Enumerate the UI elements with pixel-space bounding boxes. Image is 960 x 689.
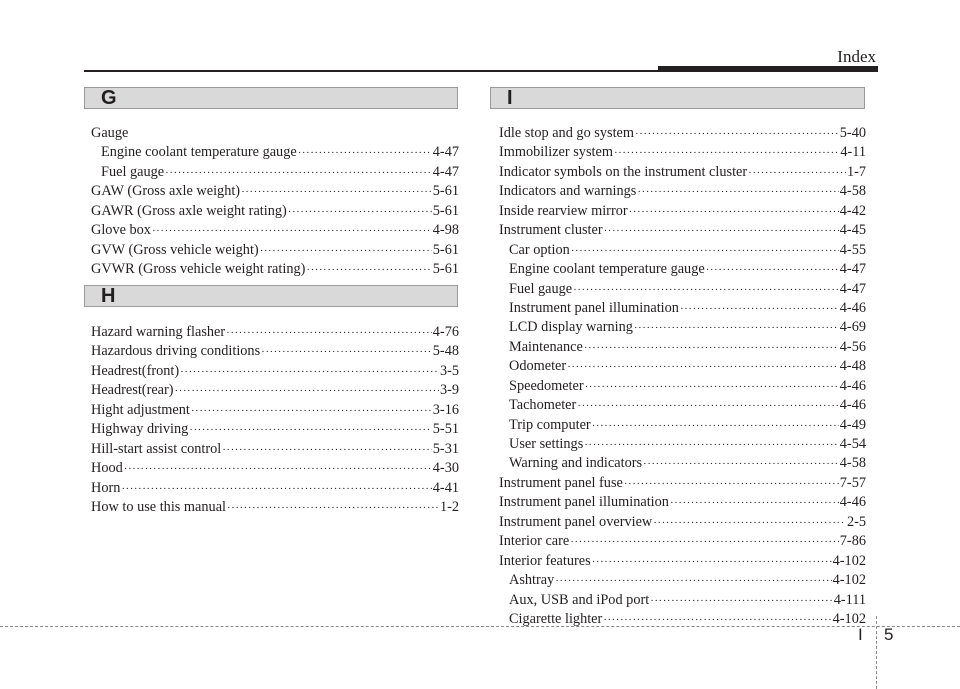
entry-page-ref: 4-30	[432, 460, 459, 477]
index-entry	[91, 479, 459, 498]
index-entry	[499, 143, 866, 162]
entry-label: Warning and indicators	[509, 455, 643, 472]
dot-leader	[635, 125, 839, 144]
dot-leader	[261, 343, 432, 362]
index-subentry	[499, 454, 866, 473]
entry-page-ref: 4-111	[833, 591, 866, 608]
dot-leader	[573, 281, 839, 300]
dot-leader	[298, 144, 432, 163]
header-rule-accent	[658, 66, 878, 72]
entry-label: Headrest(rear)	[91, 382, 174, 399]
dot-leader	[152, 222, 432, 241]
section-g-list	[91, 124, 459, 280]
index-entry	[91, 381, 459, 400]
dot-leader	[571, 242, 839, 261]
entry-page-ref: 4-76	[432, 324, 459, 340]
entry-label: Speedometer	[509, 377, 584, 394]
entry-label: GAWR (Gross axle weight rating)	[91, 202, 287, 219]
entry-label: Engine coolant temperature gauge	[101, 144, 297, 161]
entry-page-ref: 4-69	[839, 319, 866, 336]
dot-leader	[592, 553, 832, 572]
index-entry	[91, 401, 459, 420]
index-entry	[91, 241, 459, 260]
entry-page-ref: 4-98	[432, 222, 459, 239]
section-i-list	[499, 124, 866, 629]
dot-leader	[680, 300, 839, 319]
entry-label: Trip computer	[509, 416, 591, 433]
entry-page-ref: 3-9	[439, 382, 459, 399]
index-entry	[91, 342, 459, 361]
entry-page-ref: 4-47	[839, 280, 866, 297]
footer-divider	[876, 616, 877, 689]
footer-page-number: 5	[884, 625, 894, 644]
entry-label: Instrument panel fuse	[499, 474, 623, 491]
entry-page-ref: 4-46	[839, 397, 866, 414]
entry-label: User settings	[509, 436, 584, 452]
entry-page-ref: 4-58	[839, 183, 866, 200]
index-subentry	[499, 318, 866, 337]
dot-leader	[603, 611, 831, 630]
dot-leader	[222, 441, 432, 460]
entry-page-ref: 4-55	[839, 241, 866, 258]
index-subentry	[499, 299, 866, 318]
entry-page-ref: 4-56	[839, 338, 866, 355]
entry-page-ref: 4-47	[432, 144, 459, 161]
section-h-header	[84, 285, 458, 307]
dot-leader	[637, 183, 838, 202]
entry-page-ref: 5-51	[432, 421, 459, 438]
entry-page-ref: 7-86	[839, 533, 866, 550]
dot-leader	[584, 436, 839, 455]
index-entry	[91, 440, 459, 459]
index-subentry	[499, 396, 866, 415]
entry-page-ref: 3-16	[432, 401, 459, 418]
entry-label: GVWR (Gross vehicle weight rating)	[91, 261, 306, 278]
entry-label: Indicator symbols on the instrument cluster	[499, 163, 748, 180]
entry-page-ref: 5-61	[432, 241, 459, 258]
entry-label: Instrument panel illumination	[499, 494, 669, 511]
entry-label: Immobilizer system	[499, 144, 613, 161]
dot-leader	[629, 203, 839, 222]
index-entry	[91, 182, 459, 201]
dot-leader	[577, 397, 839, 416]
entry-label: How to use this manual	[91, 498, 227, 515]
dot-leader	[241, 183, 432, 202]
entry-page-ref: 5-48	[432, 343, 459, 360]
index-entry	[499, 493, 866, 512]
dot-leader	[643, 455, 839, 474]
entry-label: Ashtray	[509, 572, 555, 589]
index-entry	[499, 552, 866, 571]
dot-leader	[653, 514, 846, 533]
dot-leader	[260, 242, 432, 261]
entry-page-ref: 4-42	[839, 202, 866, 219]
entry-label: Instrument cluster	[499, 222, 603, 239]
dot-leader	[555, 572, 831, 591]
entry-label: Hazardous driving conditions	[91, 343, 261, 360]
dot-leader	[624, 475, 839, 494]
footer-rule	[0, 626, 960, 627]
entry-page-ref: 4-11	[840, 144, 866, 161]
index-subentry	[499, 338, 866, 357]
index-entry	[91, 498, 459, 517]
entry-label: Fuel gauge	[509, 280, 573, 297]
dot-leader	[191, 402, 432, 421]
dot-leader	[226, 324, 432, 343]
dot-leader	[604, 222, 839, 241]
index-entry	[499, 124, 866, 143]
entry-label: Highway driving	[91, 421, 189, 438]
entry-label: Instrument panel illumination	[509, 299, 679, 316]
entry-label: Hill-start assist control	[91, 440, 222, 457]
dot-leader	[124, 460, 432, 479]
entry-label: Instrument panel overview	[499, 513, 653, 530]
entry-label: LCD display warning	[509, 319, 633, 336]
section-g-letter: G	[101, 87, 117, 109]
entry-label: Car option	[509, 241, 570, 258]
dot-leader	[592, 417, 839, 436]
entry-page-ref: 4-54	[839, 436, 866, 452]
entry-label: Hood	[91, 460, 123, 477]
dot-leader	[175, 382, 439, 401]
index-subentry	[499, 571, 866, 590]
index-entry	[91, 124, 459, 143]
index-entry	[499, 221, 866, 240]
index-entry	[499, 163, 866, 182]
entry-page-ref: 4-46	[839, 494, 866, 511]
entry-label: Tachometer	[509, 397, 577, 414]
entry-label: Maintenance	[509, 338, 583, 355]
entry-label: Engine coolant temperature gauge	[509, 261, 705, 278]
index-subentry	[499, 377, 866, 396]
section-i-header	[490, 87, 865, 109]
dot-leader	[650, 592, 833, 611]
entry-label: Glove box	[91, 222, 151, 239]
header-title: Index	[837, 47, 876, 66]
entry-page-ref: 4-102	[832, 552, 866, 569]
section-g-header	[84, 87, 458, 109]
index-entry	[499, 513, 866, 532]
index-entry	[91, 459, 459, 478]
entry-page-ref: 4-47	[839, 261, 866, 278]
section-h-list	[91, 323, 459, 517]
entry-page-ref: 4-58	[839, 455, 866, 472]
dot-leader	[567, 358, 839, 377]
dot-leader	[180, 363, 439, 382]
entry-page-ref: 5-31	[432, 440, 459, 457]
index-subentry	[499, 260, 866, 279]
footer-section-letter: I	[858, 625, 863, 644]
index-subentry	[91, 163, 459, 182]
entry-label: Aux, USB and iPod port	[509, 591, 650, 608]
index-subentry	[499, 416, 866, 435]
entry-label: GVW (Gross vehicle weight)	[91, 241, 259, 258]
entry-page-ref: 7-57	[839, 474, 866, 491]
entry-label: Hight adjustment	[91, 401, 190, 418]
index-entry	[91, 362, 459, 381]
index-entry	[499, 202, 866, 221]
entry-page-ref: 5-61	[432, 183, 459, 200]
index-subentry	[499, 241, 866, 260]
dot-leader	[288, 203, 432, 222]
entry-label: GAW (Gross axle weight)	[91, 183, 241, 200]
index-entry	[499, 474, 866, 493]
dot-leader	[670, 494, 839, 513]
entry-label: Hazard warning flasher	[91, 324, 226, 340]
entry-page-ref: 4-48	[839, 358, 866, 375]
section-h-letter: H	[101, 285, 116, 307]
dot-leader	[614, 144, 839, 163]
index-entry	[91, 420, 459, 439]
entry-page-ref: 3-5	[439, 362, 459, 379]
dot-leader	[570, 533, 839, 552]
dot-leader	[585, 378, 839, 397]
section-i-letter: I	[507, 87, 513, 109]
index-entry	[499, 532, 866, 551]
entry-page-ref: 4-46	[839, 377, 866, 394]
index-subentry	[499, 280, 866, 299]
entry-page-ref: 4-46	[839, 299, 866, 316]
dot-leader	[634, 319, 839, 338]
entry-label: Horn	[91, 479, 121, 496]
index-entry	[499, 182, 866, 201]
dot-leader	[584, 339, 839, 358]
index-entry	[91, 260, 459, 279]
entry-label: Interior care	[499, 533, 570, 550]
entry-label: Cigarette lighter	[509, 610, 603, 627]
entry-label: Inside rearview mirror	[499, 202, 628, 219]
entry-label: Interior features	[499, 552, 591, 569]
index-subentry	[499, 357, 866, 376]
entry-label: Indicators and warnings	[499, 183, 637, 200]
entry-label: Fuel gauge	[101, 163, 165, 180]
index-subentry	[499, 591, 866, 610]
entry-page-ref: 2-5	[846, 513, 866, 530]
index-entry	[91, 202, 459, 221]
index-subentry	[91, 143, 459, 162]
dot-leader	[748, 164, 846, 183]
entry-label: Odometer	[509, 358, 567, 375]
entry-page-ref: 4-45	[839, 222, 866, 239]
entry-page-ref: 4-41	[432, 479, 459, 496]
entry-page-ref: 4-102	[832, 572, 866, 589]
index-entry	[91, 323, 459, 342]
entry-label: Headrest(front)	[91, 362, 180, 379]
entry-page-ref: 4-102	[832, 610, 866, 627]
entry-page-ref: 1-7	[846, 163, 866, 180]
dot-leader	[706, 261, 839, 280]
entry-page-ref: 5-61	[432, 202, 459, 219]
dot-leader	[165, 164, 432, 183]
entry-label: Gauge	[91, 125, 129, 141]
entry-page-ref: 5-40	[839, 125, 866, 141]
entry-page-ref: 1-2	[439, 498, 459, 515]
entry-page-ref: 5-61	[432, 261, 459, 278]
index-entry	[91, 221, 459, 240]
entry-page-ref: 4-49	[839, 416, 866, 433]
entry-label: Idle stop and go system	[499, 125, 635, 141]
entry-page-ref: 4-47	[432, 163, 459, 180]
index-subentry	[499, 435, 866, 454]
dot-leader	[121, 480, 431, 499]
dot-leader	[227, 499, 439, 518]
dot-leader	[306, 261, 431, 280]
dot-leader	[189, 421, 431, 440]
